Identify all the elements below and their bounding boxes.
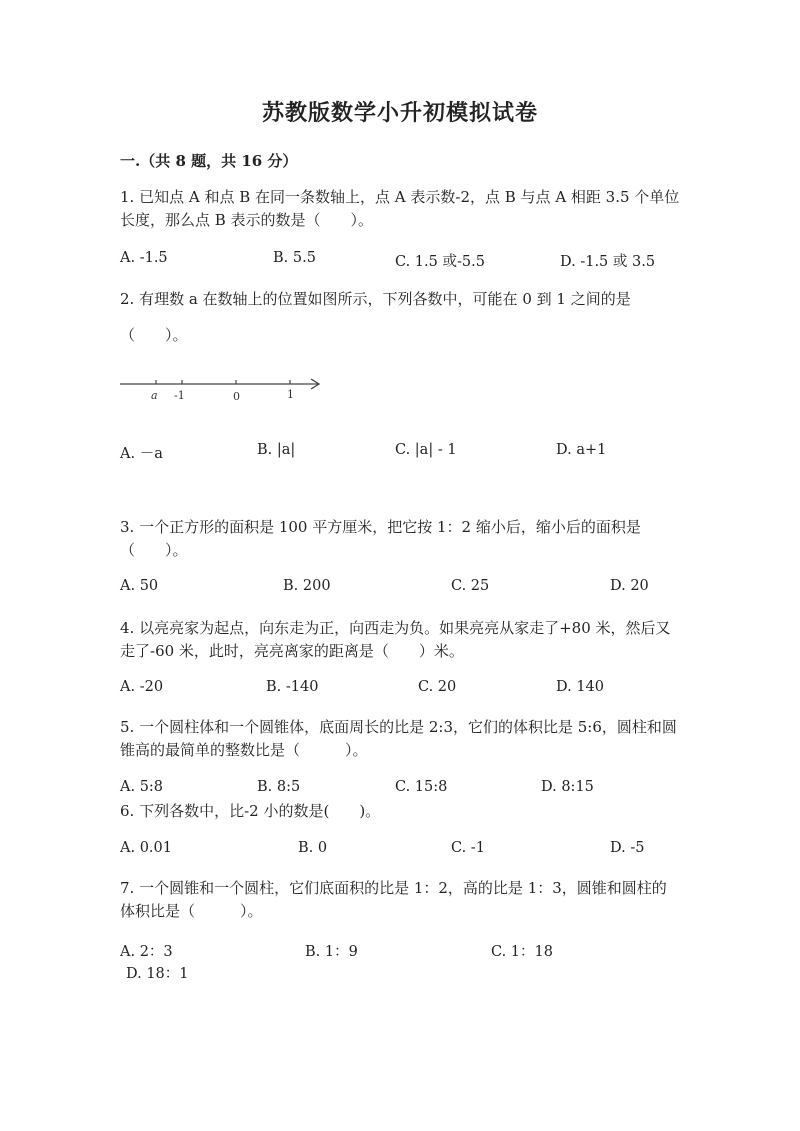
q3-option-b: B. 200 bbox=[283, 578, 331, 594]
q4-option-a: A. -20 bbox=[120, 679, 164, 695]
q4-option-b: B. -140 bbox=[266, 679, 319, 695]
q2-option-c: C. |a| - 1 bbox=[395, 442, 457, 458]
number-line-figure bbox=[118, 372, 328, 406]
label-0: 0 bbox=[233, 390, 240, 403]
q5-option-c: C. 15:8 bbox=[395, 779, 448, 795]
q7-option-d: D. 18：1 bbox=[126, 966, 189, 982]
q5-option-a: A. 5:8 bbox=[120, 779, 164, 795]
section-heading: 一.（共 8 题，共 16 分） bbox=[120, 152, 298, 170]
q6-option-c: C. -1 bbox=[451, 840, 485, 856]
q1-option-b: B. 5.5 bbox=[273, 250, 316, 266]
q4-option-d: D. 140 bbox=[556, 679, 605, 695]
question-7-text: 7. 一个圆锥和一个圆柱，它们底面积的比是 1：2，高的比是 1：3，圆锥和圆柱的体积比是（ ）。 bbox=[120, 879, 667, 920]
q1-option-c: C. 1.5 或-5.5 bbox=[395, 254, 485, 270]
q7-option-a: A. 2：3 bbox=[120, 944, 173, 960]
q2-option-b: B. |a| bbox=[257, 442, 296, 458]
label-1: 1 bbox=[287, 388, 294, 401]
question-2-text: 2. 有理数 a 在数轴上的位置如图所示，下列各数中，可能在 0 到 1 之间的是 bbox=[120, 290, 631, 308]
question-4-text: 4. 以亮亮家为起点，向东走为正，向西走为负。如果亮亮从家走了+80 米，然后又走了-60 米，此时，亮亮离家的距离是（ ）米。 bbox=[120, 619, 671, 660]
q6-option-a: A. 0.01 bbox=[120, 840, 172, 856]
q1-option-d: D. -1.5 或 3.5 bbox=[560, 254, 656, 270]
q6-option-b: B. 0 bbox=[298, 840, 328, 856]
q3-option-c: C. 25 bbox=[451, 578, 490, 594]
label-minus-1: -1 bbox=[174, 389, 185, 402]
question-5-text: 5. 一个圆柱体和一个圆锥体，底面周长的比是 2:3，它们的体积比是 5:6，圆柱和圆锥高的最简单的整数比是（ ）。 bbox=[120, 718, 677, 759]
q5-option-b: B. 8:5 bbox=[257, 779, 301, 795]
q2-option-a: A. －a bbox=[120, 446, 163, 462]
q3-option-a: A. 50 bbox=[120, 578, 159, 594]
q2-option-d: D. a+1 bbox=[556, 442, 607, 458]
q5-option-d: D. 8:15 bbox=[541, 779, 594, 795]
q1-option-a: A. -1.5 bbox=[120, 250, 168, 266]
q7-option-c: C. 1：18 bbox=[491, 944, 553, 960]
q3-option-d: D. 20 bbox=[610, 578, 649, 594]
question-3-text: 3. 一个正方形的面积是 100 平方厘米，把它按 1：2 缩小后，缩小后的面积是（ ）。 bbox=[120, 518, 641, 559]
question-6-text: 6. 下列各数中，比-2 小的数是( )。 bbox=[120, 802, 381, 820]
question-2-text-cont: （ ）。 bbox=[120, 326, 188, 344]
page-title: 苏教版数学小升初模拟试卷 bbox=[261, 100, 538, 126]
q4-option-c: C. 20 bbox=[418, 679, 457, 695]
question-1-text: 1. 已知点 A 和点 B 在同一条数轴上，点 A 表示数-2，点 B 与点 A 相距 3.5 个单位长度，那么点 B 表示的数是（ ）。 bbox=[120, 188, 680, 229]
q7-option-b: B. 1：9 bbox=[305, 944, 358, 960]
label-a: a bbox=[151, 389, 158, 402]
q6-option-d: D. -5 bbox=[610, 840, 645, 856]
